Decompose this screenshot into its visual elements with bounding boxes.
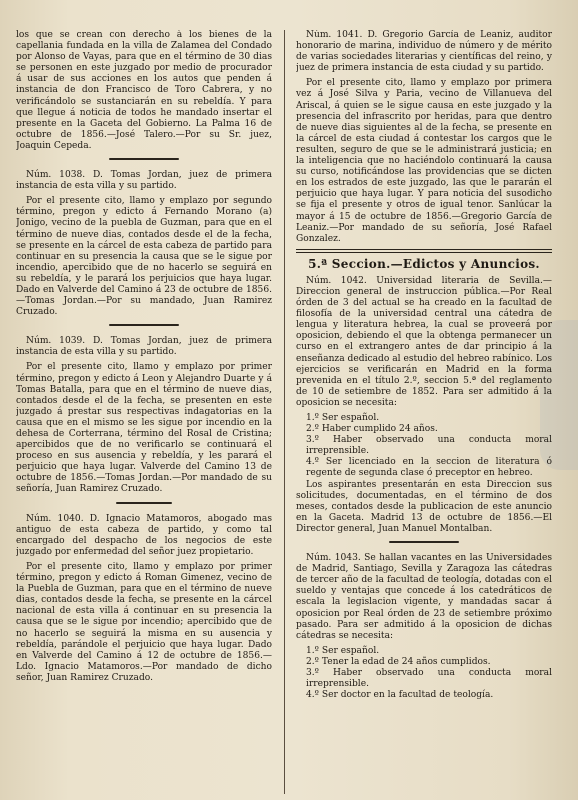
requirement-item: 2.º Haber cumplido 24 años.	[306, 424, 438, 435]
requirement-item: 3.º Haber observado una conducta moral irreprensible.	[306, 667, 552, 690]
notice-1040-body: Por el presente cito, llamo y emplazo por primer término, pregon y edicto á Roman Gimenez, vecino de la Puebla de Guzman, para que en el término de nueve dias, contados desde la fecha, se presente en la cárcel nacional de esta villa á continuar en su presencia la causa que se le sigue por incendio; apercibido que de no hacerlo se seguirá la misma en su ausencia y rebeldía, parándole el perjuicio que haya lugar. Dado en Valverde del Camino á 12 de octubre de 1856.—Ldo. Ignacio Matamoros.—Por mandado de dicho señor, Juan Ramirez Cruzado.	[16, 561, 272, 683]
notice-continuation: los que se crean con derecho à los bienes de la capellania fundada en la villa de Zalamea del Condado por Alonso de Vayas, para que en el término de 30 dias se personen en este juzgado por medio de procurador á usar de sus acciones en los autos que penden á instancia de don Francisco de Toro Cabrera, y no verificándolo se sustanciarán en su rebeldía. Y para que llegue á noticia de todos he mandado insertar el presente en la Gaceta del Gobierno. La Palma 16 de octubre de 1856.—José Talero.—Por su Sr. juez, Joaquin Cepeda.	[16, 30, 272, 151]
notice-1039-body: Por el presente cito, llamo y emplazo por primer término, pregon y edicto á Leon y Alejandro Duarte y á Tomas Batalla, para que en el término de nueve dias, contados desde el de la fecha, se presenten en este juzgado á prestar sus respectivas indagatorias en la causa que en el mismo se les sigue por incendio en la dehesa de Corterrana, término del Rosal de Cristina; apercibidos que de no verificarlo se continuará el proceso en sus ausencia y rebeldía, y les parará el perjuicio que haya lugar. Valverde del Camino 13 de octubre de 1856.—Tomas Jordan.—Por mandado de su señoría, Juan Ramirez Cruzado.	[16, 362, 272, 495]
notice-1038-body: Por el presente cito, llamo y emplazo por segundo término, pregon y edicto á Fernando Morano (a) Jonigo, vecino de la puebla de Guzman, para que en el término de nueve dias, contados desde el de la fecha, se presente en la cárcel de esta cabeza de partido para continuar en su presencia la causa que se le sigue por incendio, apercibido que de no hacerlo se seguirá en su rebeldía, y le parará los perjuicios que haya lugar. Dado en Valverde del Camino á 23 de octubre de 1856.—Tomas Jordan.—Por su mandado, Juan Ramirez Cruzado.	[16, 196, 272, 318]
notice-1042-body: Núm. 1042. Universidad literaria de Sevilla.—Direccion general de instruccion pública.—Por Real órden de 3 del actual se ha creado en la facultad de filosofía de la universidad central una cátedra de lengua y literatura hebrea, la cual se proveerá por oposicion, debiendo el que la obtenga permanecer un curso en el extrangero antes de dar principio á la enseñanza dedicado al estudio del hebreo rabínico. Los ejercicios se verificarán en Madrid en la forma prevenida en el título 2.º, seccion 5.ª del reglamento de 10 de setiembre de 1852. Para ser admitido á la oposicion se necesita:	[296, 275, 552, 408]
notice-divider	[116, 502, 172, 504]
requirement-item: 1.º Ser español.	[306, 645, 380, 656]
requirement-item: 1.º Ser español.	[306, 413, 380, 423]
requirement-item: 4.º Ser doctor en la facultad de teología.	[306, 690, 494, 701]
requirement-item: 3.º Haber observado una conducta moral irreprensible.	[306, 435, 552, 457]
notice-1040-heading: Núm. 1040. D. Ignacio Matamoros, abogado mas antiguo de esta cabeza de partido, y como tal encargado del despacho de los negocios de este juzgado por enfermedad del señor juez propietario.	[16, 513, 272, 557]
notice-1041-body: Por el presente cito, llamo y emplazo por primera vez á José Silva y Paria, vecino de Villanueva del Ariscal, á quien se le sigue causa en este juzgado y la presencia del infrascrito por heridas, para que dentro de nueve dias siguientes al de la fecha, se presente en la cárcel de esta ciudad á contestar los cargos que le resulten, seguro de que se le administrará justicia; en la inteligencia que no haciéndolo continuará la causa su curso, notificándose las providencias que se dicten en los estrados de este juzgado, las que le pararán el perjuicio que haya lugar. Y para noticia del susodicho se fija el presente y otros de igual tenor. Sanlúcar la mayor á 15 de octubre de 1856.—Gregorio García de Leaniz.—Por mandado de su señoría, José Rafael Gonzalez.	[296, 78, 552, 244]
column-divider	[284, 30, 285, 794]
notice-1041-heading: Núm. 1041. D. Gregorio García de Leaniz, auditor honorario de marina, individuo de número y de mérito de varias sociedades literarias y científicas del reino, y juez de primera instancia de esta ciudad y su partido.	[296, 30, 552, 74]
notice-1043-body: Núm. 1043. Se hallan vacantes en las Universidades de Madrid, Santiago, Sevilla y Zaragoza las cátedras de tercer año de la facultad de teología, dotadas con el sueldo y ventajas que concede á los catedráticos de escala la legislacion vigente, y mandadas sacar á oposicion por Real órden de 23 de setiembre próximo pasado. Para ser admitido á la oposicion de dichas cátedras se necesita:	[296, 553, 552, 641]
notice-1042-closing: Los aspirantes presentarán en esta Direccion sus solicitudes, documentadas, en el término de dos meses, contados desde la publicacion de este anuncio en la Gaceta. Madrid 13 de octubre de 1856.—El Director general, Juan Manuel Montalban.	[296, 479, 552, 534]
requirement-item: 4.º Ser licenciado en la seccion de literatura ó regente de segunda clase ó preceptor en hebreo.	[306, 457, 552, 479]
left-column	[16, 30, 272, 790]
notice-1039-heading: Núm. 1039. D. Tomas Jordan, juez de primera instancia de esta villa y su partido.	[16, 336, 272, 358]
section-title: 5.ª Seccion.—Edictos y Anuncios.	[308, 256, 540, 271]
section-rule	[296, 249, 552, 253]
right-column	[296, 30, 552, 790]
notice-1038-heading: Núm. 1038. D. Tomas Jordan, juez de primera instancia de esta villa y su partido.	[16, 170, 272, 192]
notice-divider	[389, 541, 459, 543]
notice-divider	[109, 158, 179, 160]
requirement-item: 2.º Tener la edad de 24 años cumplidos.	[306, 656, 491, 667]
notice-divider	[109, 324, 179, 326]
